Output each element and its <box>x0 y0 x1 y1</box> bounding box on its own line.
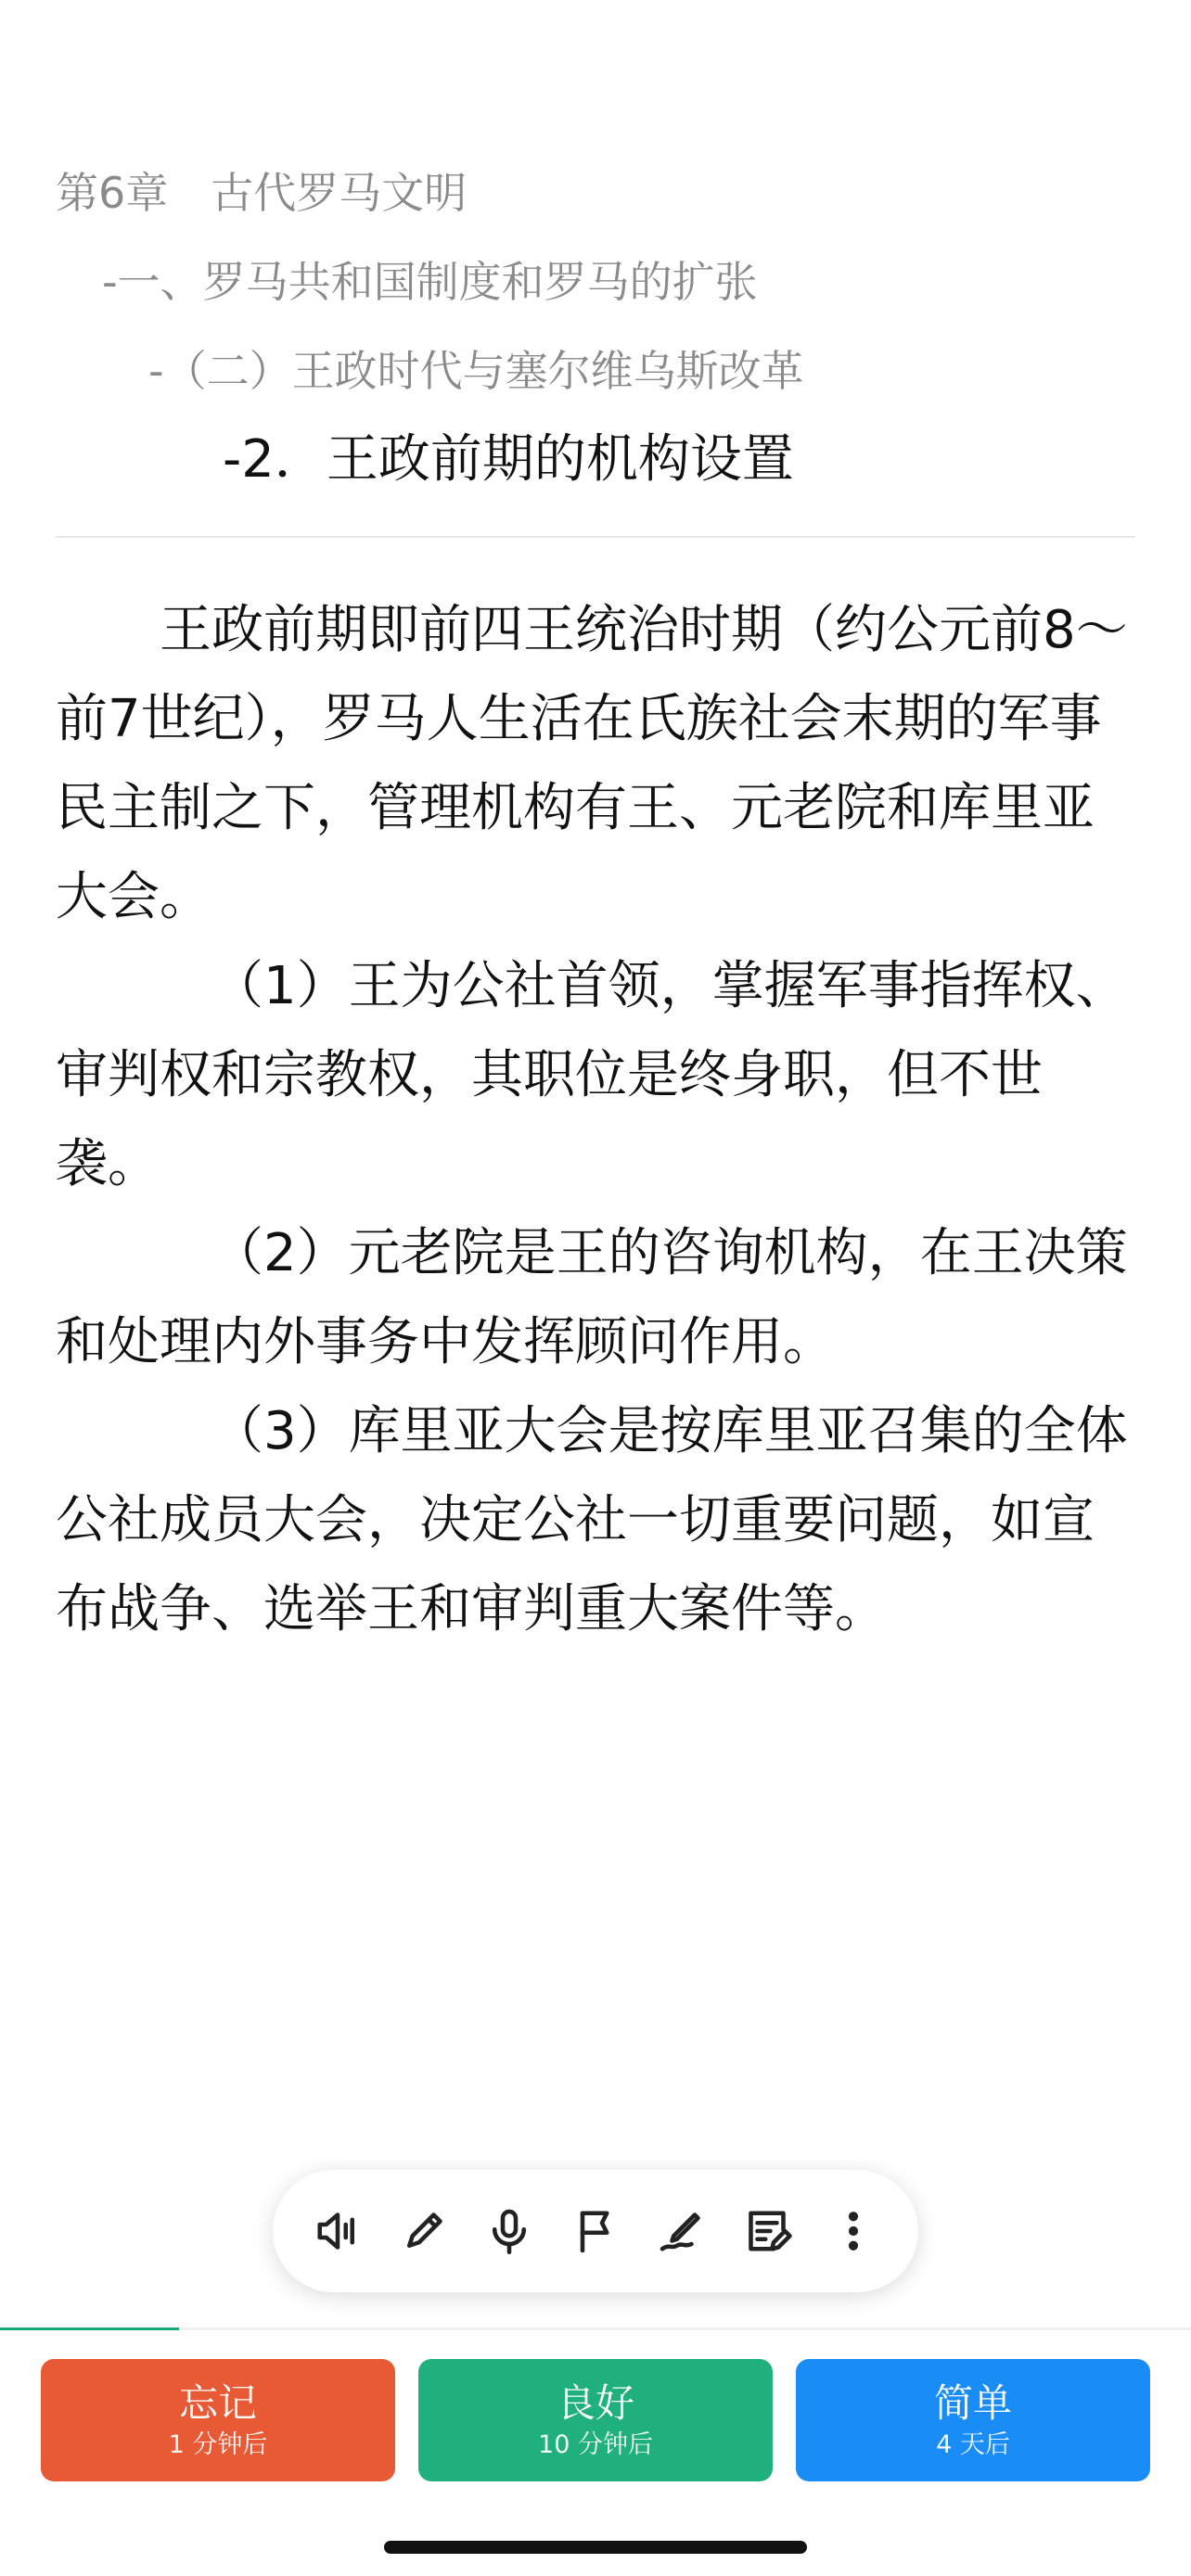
more-icon[interactable] <box>820 2198 887 2264</box>
card-content <box>56 586 1135 1654</box>
content-paragraph: （3）库里亚大会是按库里亚召集的全体公社成员大会，决定公社一切重要问题，如宣布战争、选举王和审判重大案件等。 <box>56 1401 1128 1639</box>
content-paragraph: （1）王为公社首领，掌握军事指挥权、审判权和宗教权，其职位是终身职，但不世袭。 <box>56 956 1128 1194</box>
content-paragraph: （2）元老院是王的咨询机构，在王决策和处理内外事务中发挥顾问作用。 <box>56 1223 1128 1372</box>
forget-button[interactable] <box>41 2359 395 2481</box>
pen-draw-icon[interactable] <box>648 2198 715 2264</box>
breadcrumb-subsection: -（二）王政时代与塞尔维乌斯改革 <box>148 346 804 396</box>
pencil-icon[interactable] <box>391 2198 457 2264</box>
breadcrumb-section: -一、罗马共和国制度和罗马的扩张 <box>102 257 758 307</box>
good-button[interactable] <box>418 2359 773 2481</box>
forget-label: 忘记 <box>178 2380 257 2426</box>
breadcrumb-chapter: 第6章 古代罗马文明 <box>56 168 467 218</box>
speaker-icon[interactable] <box>304 2198 371 2264</box>
flag-icon[interactable] <box>562 2198 629 2264</box>
floating-toolbar <box>273 2170 918 2292</box>
review-progress-fill <box>0 2327 179 2330</box>
answer-buttons <box>41 2359 1150 2481</box>
card-title: -2．王政前期的机构设置 <box>223 429 794 490</box>
easy-interval: 4 天后 <box>936 2430 1010 2459</box>
home-indicator[interactable] <box>384 2541 807 2554</box>
good-label: 良好 <box>556 2380 634 2426</box>
microphone-icon[interactable] <box>476 2198 543 2264</box>
note-edit-icon[interactable] <box>734 2198 800 2264</box>
divider <box>56 536 1135 538</box>
good-interval: 10 分钟后 <box>538 2430 653 2459</box>
easy-label: 简单 <box>933 2380 1012 2426</box>
easy-button[interactable] <box>796 2359 1150 2481</box>
forget-interval: 1 分钟后 <box>168 2430 268 2459</box>
content-paragraph: 王政前期即前四王统治时期（约公元前8～前7世纪），罗马人生活在氏族社会末期的军事民主制之下，管理机构有王、元老院和库里亚大会。 <box>56 600 1128 927</box>
breadcrumb <box>56 148 1135 504</box>
review-progress-bar <box>0 2327 1191 2330</box>
